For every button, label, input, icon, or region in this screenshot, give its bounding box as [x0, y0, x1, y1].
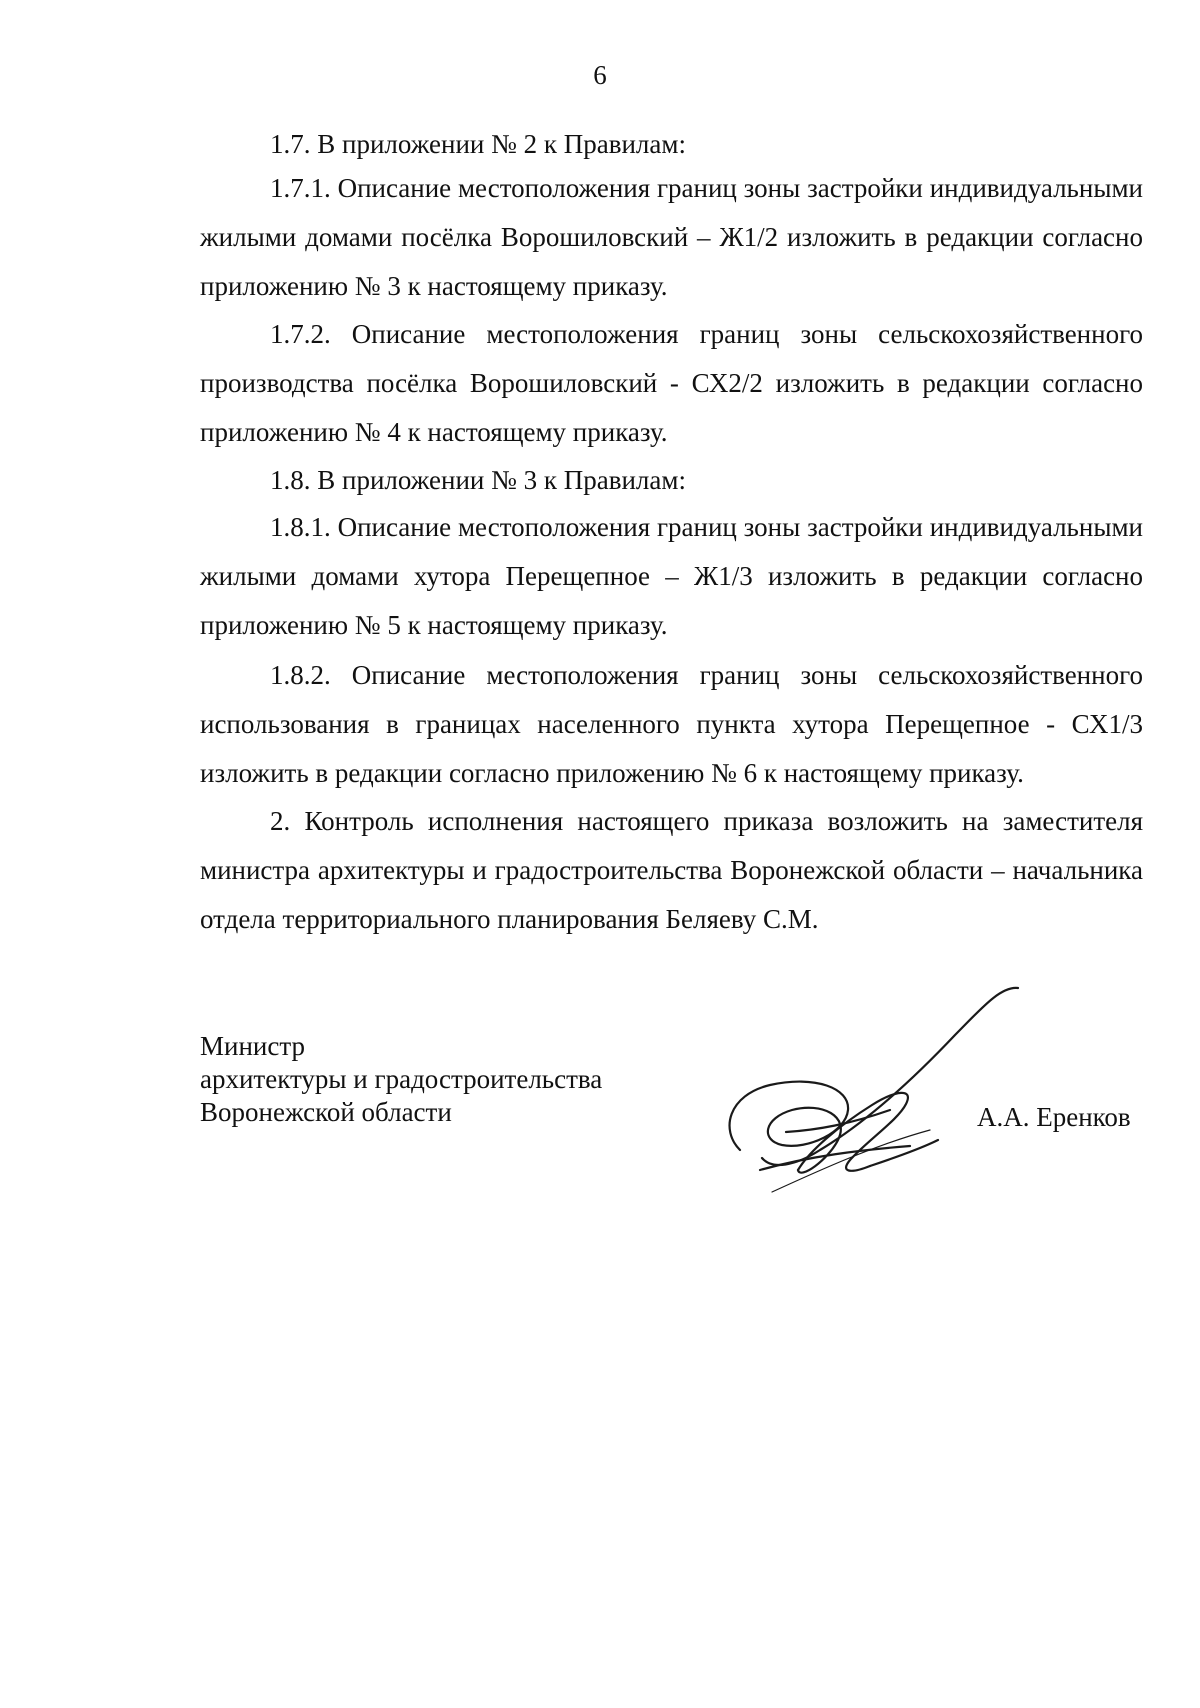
signatory-title-line-2: архитектуры и градостроительства — [200, 1064, 603, 1094]
signer-name: А.А. Еренков — [977, 1102, 1131, 1132]
signatory-title-line-1: Министр — [200, 1031, 305, 1061]
paragraph-1-7: 1.7. В приложении № 2 к Правилам: — [270, 129, 686, 159]
signature-block — [200, 1030, 602, 1129]
paragraph-1-8: 1.8. В приложении № 3 к Правилам: — [270, 465, 686, 495]
paragraph-1-7-2: 1.7.2. Описание местоположения границ зоны сельскохозяйственного производства посёлка Ворошиловский - СХ2/2 изложить в редакции согласно приложению № 4 к настоящему приказу. — [200, 319, 1143, 447]
paragraph-2: 2. Контроль исполнения настоящего приказа возложить на заместителя министра архитектуры и градостроительства Воронежской области – начальника отдела территориального планирования Беляеву С.М. — [200, 806, 1143, 934]
paragraph-1-8-1: 1.8.1. Описание местоположения границ зоны застройки индивидуальными жилыми домами хутора Перещепное – Ж1/3 изложить в редакции согласно приложению № 5 к настоящему приказу. — [200, 512, 1143, 640]
paragraph-1-8-2: 1.8.2. Описание местоположения границ зоны сельскохозяйственного использования в границах населенного пункта хутора Перещепное - СХ1/3 изложить в редакции согласно приложению № 6 к настоящему приказу. — [200, 660, 1143, 788]
signatory-title-line-3: Воронежской области — [200, 1097, 452, 1127]
paragraph-1-7-1: 1.7.1. Описание местоположения границ зоны застройки индивидуальными жилыми домами посёлка Ворошиловский – Ж1/2 изложить в редакции согласно приложению № 3 к настоящему приказу. — [200, 173, 1143, 301]
page-number: 6 — [593, 60, 607, 90]
handwritten-signature — [700, 980, 1030, 1210]
